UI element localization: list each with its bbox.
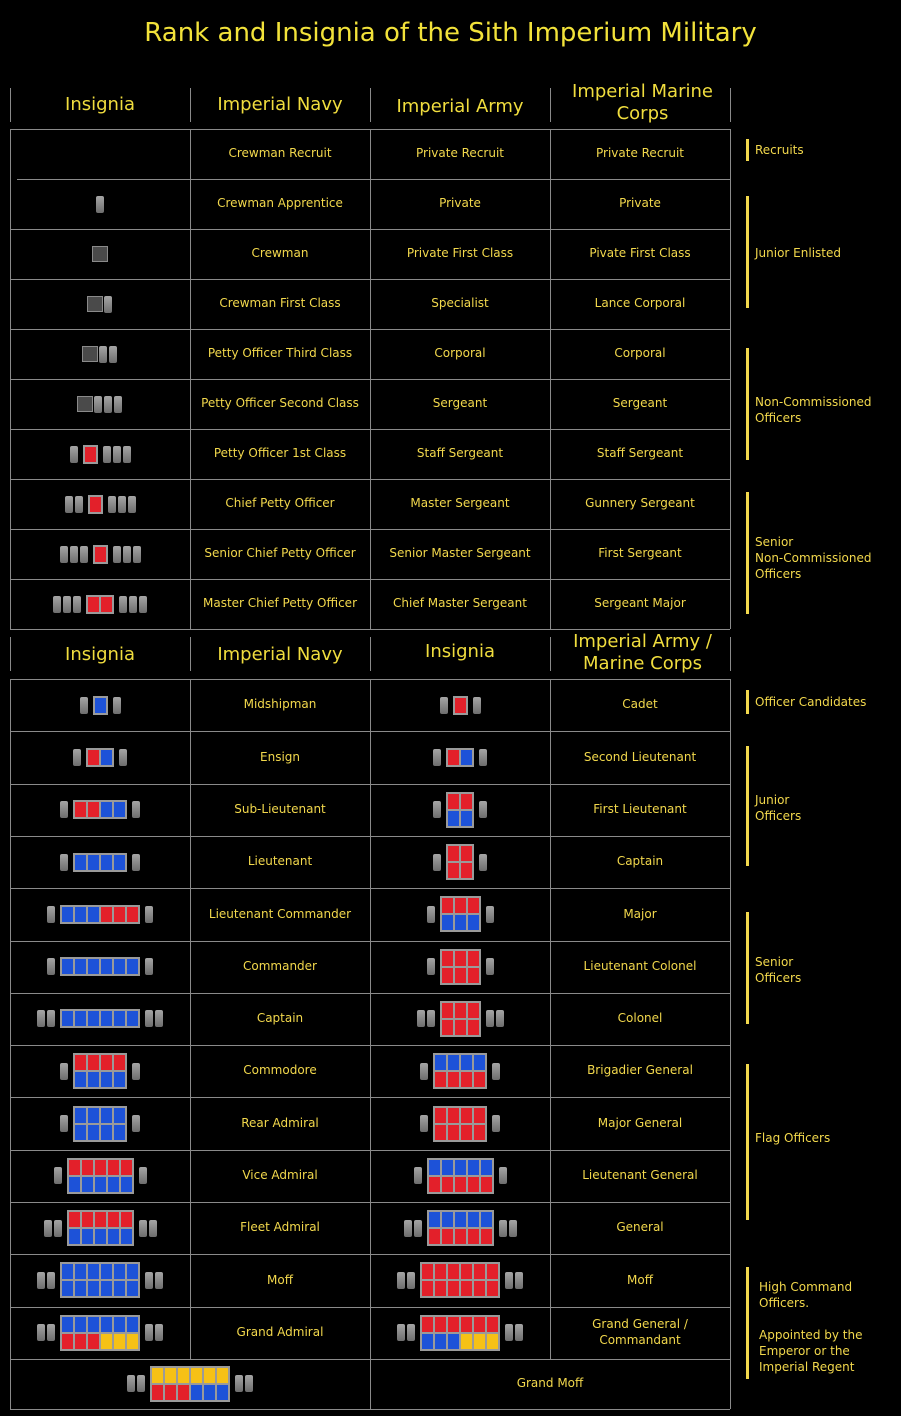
marine-rank: Sergeant (612, 396, 668, 411)
category-bar-officer-candidates (746, 690, 749, 714)
category-officer-candidates: Officer Candidates (755, 695, 867, 709)
navy-officer-rank: Grand Admiral (236, 1324, 324, 1339)
rank-insignia (370, 1202, 550, 1254)
header-divider (10, 637, 11, 671)
marine-rank: Lance Corporal (594, 296, 686, 311)
category-bar-junior-enlisted (746, 196, 749, 308)
rank-insignia (10, 279, 190, 329)
navy-rank: Master Chief Petty Officer (202, 596, 357, 611)
army-rank: Chief Master Sergeant (393, 596, 527, 611)
navy-rank: Crewman (251, 246, 309, 261)
table-row-line (10, 1409, 730, 1410)
navy-officer-rank: Lieutenant Commander (208, 906, 352, 921)
navy-rank: Crewman Apprentice (217, 196, 343, 211)
header-divider (10, 88, 11, 122)
category-flag-officers: Flag Officers (755, 1131, 831, 1145)
marine-rank: Corporal (614, 346, 666, 361)
grand-moff-rank: Grand Moff (516, 1376, 584, 1391)
category-bar-recruits (746, 139, 749, 161)
rank-insignia (370, 941, 550, 993)
army-officer-rank: General (616, 1220, 664, 1235)
rank-insignia (10, 1202, 190, 1254)
marine-rank: Sergeant Major (594, 596, 686, 611)
army-rank: Senior Master Sergeant (389, 546, 531, 561)
header-divider (550, 637, 551, 671)
navy-officer-rank: Commander (243, 958, 317, 973)
rank-insignia (10, 1045, 190, 1097)
navy-rank: Senior Chief Petty Officer (204, 546, 356, 561)
rank-insignia (10, 993, 190, 1045)
navy-officer-rank: Midshipman (243, 697, 317, 712)
rank-insignia (10, 1097, 190, 1149)
army-rank: Corporal (434, 346, 486, 361)
category-high-command-line4: Emperor or the (759, 1344, 850, 1358)
category-high-command-line3: Appointed by the (759, 1328, 863, 1342)
marine-rank: Private (619, 196, 661, 211)
table-column-line (730, 129, 731, 629)
header-insignia: Insignia (65, 94, 135, 116)
rank-insignia (10, 329, 190, 379)
category-bar-junior-officers (746, 746, 749, 866)
rank-insignia (370, 1097, 550, 1149)
category-high-command-line2: Officers. (759, 1296, 810, 1310)
table-column-line (730, 679, 731, 1359)
navy-rank: Petty Officer 1st Class (213, 446, 347, 461)
header-divider (730, 637, 731, 671)
rank-insignia (10, 1307, 190, 1359)
navy-rank: Chief Petty Officer (225, 496, 335, 511)
rank-insignia (10, 731, 190, 783)
category-recruits: Recruits (755, 143, 804, 157)
army-officer-rank: First Lieutenant (593, 801, 687, 816)
header-divider (730, 88, 731, 122)
rank-insignia (10, 379, 190, 429)
category-senior-officers-line1: Senior (755, 955, 794, 969)
rank-insignia (370, 1307, 550, 1359)
rank-insignia (10, 1254, 190, 1306)
header-imperial-army-marine-corps: Imperial Army / Marine Corps (573, 631, 712, 674)
rank-insignia (370, 993, 550, 1045)
rank-insignia (10, 429, 190, 479)
army-officer-rank: Grand General / Commandant (592, 1317, 688, 1347)
rank-insignia (10, 1359, 370, 1409)
header-imperial-army: Imperial Army (396, 96, 524, 118)
category-bar-high-command (746, 1267, 749, 1379)
marine-rank: Staff Sergeant (596, 446, 684, 461)
category-snco-line2: Non-Commissioned (755, 551, 872, 565)
navy-officer-rank: Moff (267, 1272, 293, 1287)
navy-rank: Petty Officer Second Class (201, 396, 359, 411)
page-title: Rank and Insignia of the Sith Imperium Military (144, 18, 757, 48)
rank-insignia (370, 836, 550, 888)
navy-officer-rank: Fleet Admiral (240, 1220, 320, 1235)
rank-insignia (10, 1150, 190, 1202)
category-snco-line3: Officers (755, 567, 802, 581)
header-imperial-navy-officers: Imperial Navy (217, 644, 343, 666)
rank-insignia (10, 529, 190, 579)
marine-rank: First Sergeant (598, 546, 682, 561)
rank-insignia (10, 784, 190, 836)
rank-insignia (10, 679, 190, 731)
rank-insignia (10, 129, 190, 179)
army-rank: Private Recruit (415, 146, 504, 161)
category-junior-officers-line1: Junior (755, 793, 790, 807)
rank-insignia (370, 1254, 550, 1306)
rank-insignia (370, 731, 550, 783)
category-snco-line1: Senior (755, 535, 794, 549)
navy-rank: Crewman First Class (219, 296, 341, 311)
category-high-command-line5: Imperial Regent (759, 1360, 855, 1374)
navy-officer-rank: Ensign (260, 749, 300, 764)
header-divider (550, 88, 551, 122)
rank-insignia (10, 888, 190, 940)
navy-officer-rank: Vice Admiral (242, 1168, 318, 1183)
army-officer-rank: Captain (616, 854, 664, 869)
header-divider (370, 637, 371, 671)
rank-insignia (370, 888, 550, 940)
header-divider (370, 88, 371, 122)
marine-rank: Gunnery Sergeant (585, 496, 695, 511)
table-row-line (10, 629, 730, 630)
navy-officer-rank: Commodore (243, 1063, 317, 1078)
category-bar-flag-officers (746, 1064, 749, 1220)
category-bar-nco (746, 348, 749, 460)
header-divider (190, 88, 191, 122)
rank-insignia (370, 784, 550, 836)
marine-rank: Private Recruit (595, 146, 684, 161)
rank-insignia (10, 229, 190, 279)
header-imperial-marine-corps: Imperial Marine Corps (572, 81, 713, 124)
army-officer-rank: Moff (627, 1272, 653, 1287)
army-rank: Private (439, 196, 481, 211)
rank-insignia (370, 1150, 550, 1202)
table-column-line (730, 1359, 731, 1409)
navy-officer-rank: Rear Admiral (241, 1115, 319, 1130)
army-officer-rank: Cadet (622, 697, 658, 712)
category-nco-line2: Officers (755, 411, 802, 425)
rank-insignia (10, 479, 190, 529)
marine-rank: Pivate First Class (589, 246, 691, 261)
army-officer-rank: Lieutenant General (582, 1168, 698, 1183)
header-insignia-officers: Insignia (65, 644, 135, 666)
category-junior-enlisted: Junior Enlisted (755, 246, 841, 260)
army-rank: Staff Sergeant (416, 446, 504, 461)
army-officer-rank: Brigadier General (587, 1063, 693, 1078)
rank-insignia (10, 179, 190, 229)
category-junior-officers-line2: Officers (755, 809, 802, 823)
army-officer-rank: Second Lieutenant (583, 749, 697, 764)
category-bar-senior-officers (746, 912, 749, 1024)
navy-rank: Crewman Recruit (228, 146, 332, 161)
rank-insignia (10, 836, 190, 888)
category-bar-snco (746, 492, 749, 614)
rank-insignia (370, 679, 550, 731)
navy-rank: Petty Officer Third Class (207, 346, 353, 361)
category-nco-line1: Non-Commissioned (755, 395, 872, 409)
rank-insignia (10, 579, 190, 629)
navy-officer-rank: Lieutenant (247, 854, 313, 869)
rank-insignia (10, 941, 190, 993)
army-rank: Sergeant (432, 396, 488, 411)
army-officer-rank: Major General (597, 1115, 683, 1130)
navy-officer-rank: Sub-Lieutenant (234, 801, 326, 816)
army-rank: Master Sergeant (410, 496, 510, 511)
header-divider (190, 637, 191, 671)
rank-insignia (370, 1045, 550, 1097)
army-rank: Specialist (431, 296, 489, 311)
header-imperial-navy: Imperial Navy (217, 94, 343, 116)
army-officer-rank: Colonel (617, 1011, 663, 1026)
army-officer-rank: Major (623, 906, 657, 921)
army-rank: Private First Class (406, 246, 514, 261)
army-officer-rank: Lieutenant Colonel (583, 958, 697, 973)
category-senior-officers-line2: Officers (755, 971, 802, 985)
header-insignia-army-officers: Insignia (425, 641, 495, 663)
category-high-command-line1: High Command (759, 1280, 853, 1294)
navy-officer-rank: Captain (256, 1011, 304, 1026)
